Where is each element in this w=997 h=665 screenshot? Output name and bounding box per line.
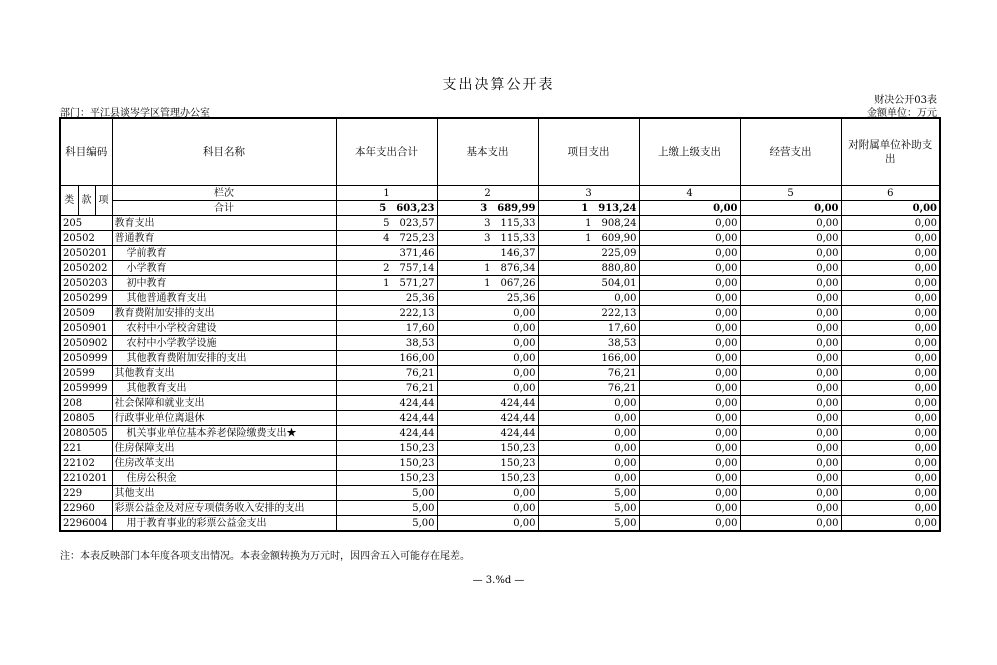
row-value: 0,00 bbox=[437, 486, 538, 501]
project-header: 项目支出 bbox=[538, 118, 639, 186]
row-value: 0,00 bbox=[639, 381, 740, 396]
row-value: 0,00 bbox=[841, 231, 940, 246]
row-value: 0,00 bbox=[639, 516, 740, 532]
row-name: 机关事业单位基本养老保险缴费支出★ bbox=[112, 426, 336, 441]
row-name: 其他普通教育支出 bbox=[112, 291, 336, 306]
total-header: 本年支出合计 bbox=[336, 118, 437, 186]
row-value: 0,00 bbox=[740, 396, 841, 411]
row-value: 150,23 bbox=[437, 456, 538, 471]
row-code: 205 bbox=[60, 216, 112, 231]
row-name: 小学教育 bbox=[112, 261, 336, 276]
row-value: 1 571,27 bbox=[336, 276, 437, 291]
total-value: 3 689,99 bbox=[437, 201, 538, 216]
row-value: 424,44 bbox=[437, 411, 538, 426]
row-value: 0,00 bbox=[639, 366, 740, 381]
total-value: 1 913,24 bbox=[538, 201, 639, 216]
index-1: 1 bbox=[336, 186, 437, 201]
index-5: 5 bbox=[740, 186, 841, 201]
row-value: 166,00 bbox=[538, 351, 639, 366]
form-id: 财决公开03表 bbox=[874, 95, 937, 106]
row-value: 0,00 bbox=[639, 396, 740, 411]
row-value: 0,00 bbox=[740, 216, 841, 231]
row-name: 用于教育事业的彩票公益金支出 bbox=[112, 516, 336, 532]
row-name: 住房保障支出 bbox=[112, 441, 336, 456]
row-value: 0,00 bbox=[740, 456, 841, 471]
table-row bbox=[60, 261, 940, 276]
row-value: 0,00 bbox=[740, 321, 841, 336]
table-row bbox=[60, 336, 940, 351]
row-name: 农村中小学教学设施 bbox=[112, 336, 336, 351]
row-name: 行政事业单位离退休 bbox=[112, 411, 336, 426]
row-value: 0,00 bbox=[740, 291, 841, 306]
row-value: 76,21 bbox=[336, 366, 437, 381]
row-code: 2050203 bbox=[60, 276, 112, 291]
table-row bbox=[60, 396, 940, 411]
expenditure-table bbox=[59, 117, 941, 532]
row-value: 0,00 bbox=[639, 486, 740, 501]
table-row bbox=[60, 351, 940, 366]
table-row bbox=[60, 516, 940, 532]
row-code: 2050901 bbox=[60, 321, 112, 336]
row-value: 0,00 bbox=[538, 291, 639, 306]
row-value: 0,00 bbox=[740, 366, 841, 381]
table-row bbox=[60, 216, 940, 231]
row-value: 150,23 bbox=[437, 471, 538, 486]
department-label: 部门：平江县谈岑学区管理办公室 bbox=[60, 108, 210, 119]
row-value: 0,00 bbox=[841, 516, 940, 532]
row-value: 0,00 bbox=[639, 231, 740, 246]
row-value: 5,00 bbox=[538, 516, 639, 532]
row-value: 0,00 bbox=[841, 321, 940, 336]
row-name: 住房公积金 bbox=[112, 471, 336, 486]
table-row bbox=[60, 426, 940, 441]
table-row bbox=[60, 246, 940, 261]
row-value: 1 609,90 bbox=[538, 231, 639, 246]
row-name: 农村中小学校舍建设 bbox=[112, 321, 336, 336]
row-value: 5,00 bbox=[538, 501, 639, 516]
row-value: 0,00 bbox=[538, 396, 639, 411]
row-value: 0,00 bbox=[639, 456, 740, 471]
row-value: 504,01 bbox=[538, 276, 639, 291]
row-value: 0,00 bbox=[841, 261, 940, 276]
row-value: 0,00 bbox=[740, 486, 841, 501]
row-value: 76,21 bbox=[538, 366, 639, 381]
row-value: 17,60 bbox=[336, 321, 437, 336]
row-value: 0,00 bbox=[639, 261, 740, 276]
row-value: 0,00 bbox=[841, 396, 940, 411]
row-value: 0,00 bbox=[639, 426, 740, 441]
row-code: 2050299 bbox=[60, 291, 112, 306]
table-row bbox=[60, 501, 940, 516]
row-code: 20805 bbox=[60, 411, 112, 426]
row-value: 76,21 bbox=[336, 381, 437, 396]
row-value: 424,44 bbox=[336, 426, 437, 441]
row-value: 150,23 bbox=[437, 441, 538, 456]
row-code: 22960 bbox=[60, 501, 112, 516]
row-value: 1 876,34 bbox=[437, 261, 538, 276]
row-value: 4 725,23 bbox=[336, 231, 437, 246]
row-value: 0,00 bbox=[740, 381, 841, 396]
row-value: 0,00 bbox=[841, 246, 940, 261]
header-row bbox=[60, 118, 940, 186]
row-value: 0,00 bbox=[437, 321, 538, 336]
lei-header: 类 bbox=[60, 186, 78, 216]
row-value: 0,00 bbox=[437, 381, 538, 396]
row-value: 0,00 bbox=[841, 411, 940, 426]
row-value: 0,00 bbox=[841, 291, 940, 306]
row-value: 0,00 bbox=[437, 351, 538, 366]
row-value: 0,00 bbox=[639, 501, 740, 516]
row-code: 2059999 bbox=[60, 381, 112, 396]
row-name: 其他教育支出 bbox=[112, 381, 336, 396]
index-6: 6 bbox=[841, 186, 940, 201]
table-row bbox=[60, 411, 940, 426]
row-value: 0,00 bbox=[841, 471, 940, 486]
row-value: 0,00 bbox=[740, 471, 841, 486]
page-footer: — 3.%d — bbox=[472, 575, 525, 586]
row-value: 0,00 bbox=[740, 426, 841, 441]
business-header: 经营支出 bbox=[740, 118, 841, 186]
row-value: 2 757,14 bbox=[336, 261, 437, 276]
name-header: 科目名称 bbox=[112, 118, 336, 186]
row-value: 5,00 bbox=[336, 486, 437, 501]
row-value: 0,00 bbox=[437, 501, 538, 516]
row-code: 2080505 bbox=[60, 426, 112, 441]
row-code: 2296004 bbox=[60, 516, 112, 532]
row-code: 20509 bbox=[60, 306, 112, 321]
row-value: 0,00 bbox=[841, 441, 940, 456]
row-value: 3 115,33 bbox=[437, 216, 538, 231]
row-value: 5,00 bbox=[336, 516, 437, 532]
table-row bbox=[60, 321, 940, 336]
row-value: 0,00 bbox=[841, 306, 940, 321]
row-value: 0,00 bbox=[639, 291, 740, 306]
row-value: 5,00 bbox=[538, 486, 639, 501]
row-value: 0,00 bbox=[639, 306, 740, 321]
row-name: 其他支出 bbox=[112, 486, 336, 501]
row-value: 0,00 bbox=[639, 471, 740, 486]
row-value: 0,00 bbox=[740, 231, 841, 246]
upper-header: 上缴上级支出 bbox=[639, 118, 740, 186]
code-group-header: 科目编码 bbox=[60, 118, 112, 186]
row-value: 0,00 bbox=[841, 456, 940, 471]
table-row bbox=[60, 456, 940, 471]
row-name: 彩票公益金及对应专项债务收入安排的支出 bbox=[112, 501, 336, 516]
row-value: 0,00 bbox=[437, 336, 538, 351]
row-name: 教育费附加安排的支出 bbox=[112, 306, 336, 321]
row-value: 5,00 bbox=[336, 501, 437, 516]
row-value: 38,53 bbox=[538, 336, 639, 351]
row-value: 0,00 bbox=[841, 381, 940, 396]
row-value: 0,00 bbox=[538, 426, 639, 441]
row-value: 0,00 bbox=[437, 366, 538, 381]
row-code: 2050202 bbox=[60, 261, 112, 276]
row-value: 0,00 bbox=[740, 501, 841, 516]
row-value: 166,00 bbox=[336, 351, 437, 366]
row-value: 1 908,24 bbox=[538, 216, 639, 231]
row-value: 0,00 bbox=[740, 351, 841, 366]
row-value: 0,00 bbox=[437, 306, 538, 321]
row-value: 3 115,33 bbox=[437, 231, 538, 246]
row-value: 0,00 bbox=[841, 336, 940, 351]
row-value: 0,00 bbox=[841, 216, 940, 231]
row-value: 0,00 bbox=[740, 306, 841, 321]
row-value: 424,44 bbox=[336, 411, 437, 426]
row-value: 222,13 bbox=[336, 306, 437, 321]
total-value: 0,00 bbox=[639, 201, 740, 216]
row-name: 其他教育支出 bbox=[112, 366, 336, 381]
row-value: 424,44 bbox=[437, 396, 538, 411]
row-value: 222,13 bbox=[538, 306, 639, 321]
row-value: 0,00 bbox=[740, 516, 841, 532]
row-value: 0,00 bbox=[639, 351, 740, 366]
row-code: 221 bbox=[60, 441, 112, 456]
total-row bbox=[60, 201, 940, 216]
row-value: 880,80 bbox=[538, 261, 639, 276]
table-row bbox=[60, 381, 940, 396]
row-value: 25,36 bbox=[437, 291, 538, 306]
row-name: 社会保障和就业支出 bbox=[112, 396, 336, 411]
index-label: 栏次 bbox=[112, 186, 336, 201]
row-code: 208 bbox=[60, 396, 112, 411]
total-value: 0,00 bbox=[740, 201, 841, 216]
row-value: 146,37 bbox=[437, 246, 538, 261]
row-value: 0,00 bbox=[639, 321, 740, 336]
row-value: 0,00 bbox=[740, 246, 841, 261]
index-2: 2 bbox=[437, 186, 538, 201]
row-value: 0,00 bbox=[740, 336, 841, 351]
row-value: 0,00 bbox=[740, 441, 841, 456]
xiang-header: 项 bbox=[95, 186, 112, 216]
table-row bbox=[60, 366, 940, 381]
row-name: 住房改革支出 bbox=[112, 456, 336, 471]
row-value: 0,00 bbox=[841, 501, 940, 516]
row-value: 0,00 bbox=[841, 366, 940, 381]
row-value: 424,44 bbox=[437, 426, 538, 441]
total-value: 5 603,23 bbox=[336, 201, 437, 216]
table-row bbox=[60, 306, 940, 321]
row-value: 38,53 bbox=[336, 336, 437, 351]
table-row bbox=[60, 276, 940, 291]
row-name: 普通教育 bbox=[112, 231, 336, 246]
table-body bbox=[60, 216, 940, 532]
table-row bbox=[60, 231, 940, 246]
row-value: 0,00 bbox=[841, 426, 940, 441]
row-name: 学前教育 bbox=[112, 246, 336, 261]
row-code: 2050201 bbox=[60, 246, 112, 261]
row-value: 0,00 bbox=[639, 336, 740, 351]
page-title: 支出决算公开表 bbox=[442, 77, 555, 93]
row-value: 0,00 bbox=[639, 411, 740, 426]
row-name: 教育支出 bbox=[112, 216, 336, 231]
row-code: 2210201 bbox=[60, 471, 112, 486]
row-name: 其他教育费附加安排的支出 bbox=[112, 351, 336, 366]
row-value: 0,00 bbox=[538, 456, 639, 471]
row-value: 371,46 bbox=[336, 246, 437, 261]
row-value: 150,23 bbox=[336, 456, 437, 471]
row-name: 初中教育 bbox=[112, 276, 336, 291]
row-value: 424,44 bbox=[336, 396, 437, 411]
index-row bbox=[60, 186, 940, 201]
kuan-header: 款 bbox=[78, 186, 95, 216]
row-value: 0,00 bbox=[538, 411, 639, 426]
row-value: 0,00 bbox=[740, 261, 841, 276]
row-code: 2050902 bbox=[60, 336, 112, 351]
row-code: 22102 bbox=[60, 456, 112, 471]
basic-header: 基本支出 bbox=[437, 118, 538, 186]
row-code: 20599 bbox=[60, 366, 112, 381]
row-value: 150,23 bbox=[336, 441, 437, 456]
row-value: 25,36 bbox=[336, 291, 437, 306]
row-code: 2050999 bbox=[60, 351, 112, 366]
table-row bbox=[60, 291, 940, 306]
row-value: 0,00 bbox=[841, 351, 940, 366]
index-3: 3 bbox=[538, 186, 639, 201]
table-row bbox=[60, 441, 940, 456]
row-value: 0,00 bbox=[841, 276, 940, 291]
table-row bbox=[60, 486, 940, 501]
row-value: 0,00 bbox=[740, 276, 841, 291]
total-value: 0,00 bbox=[841, 201, 940, 216]
row-value: 0,00 bbox=[639, 216, 740, 231]
index-4: 4 bbox=[639, 186, 740, 201]
row-value: 225,09 bbox=[538, 246, 639, 261]
row-value: 0,00 bbox=[639, 246, 740, 261]
row-value: 0,00 bbox=[639, 276, 740, 291]
row-value: 76,21 bbox=[538, 381, 639, 396]
table-row bbox=[60, 471, 940, 486]
row-value: 0,00 bbox=[841, 486, 940, 501]
row-value: 0,00 bbox=[639, 441, 740, 456]
table-note: 注：本表反映部门本年度各项支出情况。本表金额转换为万元时，因四舍五入可能存在尾差。 bbox=[60, 551, 470, 562]
row-value: 0,00 bbox=[538, 441, 639, 456]
row-value: 150,23 bbox=[336, 471, 437, 486]
unit-label: 金额单位：万元 bbox=[867, 108, 937, 119]
row-value: 5 023,57 bbox=[336, 216, 437, 231]
subsidy-header: 对附属单位补助支出 bbox=[841, 118, 940, 186]
row-value: 0,00 bbox=[538, 471, 639, 486]
row-value: 1 067,26 bbox=[437, 276, 538, 291]
row-value: 0,00 bbox=[740, 411, 841, 426]
row-code: 229 bbox=[60, 486, 112, 501]
row-value: 17,60 bbox=[538, 321, 639, 336]
row-code: 20502 bbox=[60, 231, 112, 246]
total-label: 合计 bbox=[112, 201, 336, 216]
row-value: 0,00 bbox=[437, 516, 538, 532]
